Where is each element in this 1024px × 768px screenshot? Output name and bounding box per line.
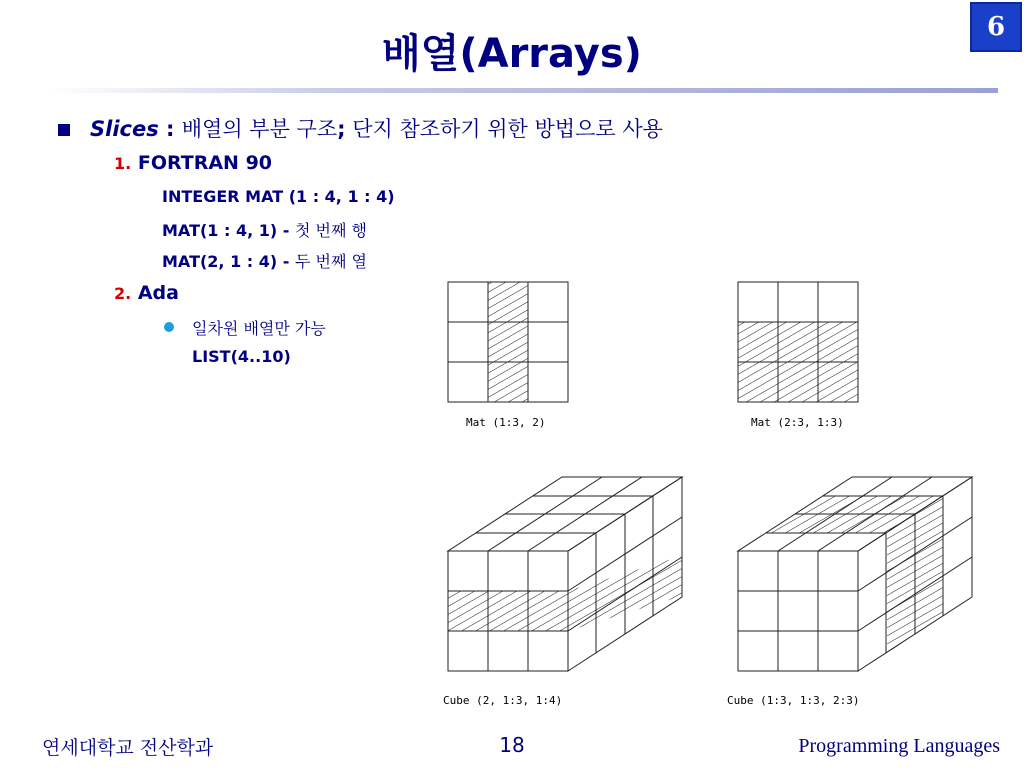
- matrix-grid-column-slice: [448, 282, 568, 402]
- item-number: 1.: [114, 154, 132, 173]
- code-note: 두 번째 열: [294, 252, 367, 271]
- slices-term: Slices: [90, 117, 159, 141]
- fortran-declaration: INTEGER MAT (1 : 4, 1 : 4): [162, 187, 395, 206]
- figure-caption: Cube (1:3, 1:3, 2:3): [727, 694, 860, 707]
- item-label: Ada: [137, 282, 179, 304]
- slices-semicolon: ;: [337, 117, 346, 141]
- code-text: MAT(2, 1 : 4) -: [162, 252, 295, 271]
- cube-slice-vertical: [738, 477, 972, 671]
- ada-note: 일차원 배열만 가능: [192, 319, 326, 338]
- figure-caption: Mat (1:3, 2): [466, 416, 546, 429]
- figure-caption: Mat (2:3, 1:3): [751, 416, 844, 429]
- code-text: MAT(1 : 4, 1) -: [162, 221, 295, 240]
- code-note: 첫 번째 행: [294, 221, 367, 240]
- slide-number-badge: 6: [970, 2, 1022, 52]
- page-title: 배열(Arrays): [382, 31, 642, 77]
- item-number: 2.: [114, 284, 132, 303]
- slices-definition: 배열의 부분 구조: [181, 117, 338, 141]
- item-label: FORTRAN 90: [137, 152, 273, 174]
- page-number: 18: [499, 733, 525, 757]
- footer-course: Programming Languages: [798, 735, 1000, 757]
- figure-caption: Cube (2, 1:3, 1:4): [443, 694, 563, 707]
- cube-slice-horizontal: [448, 477, 682, 671]
- footer-organization: 연세대학교 전산학과: [42, 737, 214, 759]
- slices-purpose: 단지 참조하기 위한 방법으로 사용: [345, 117, 663, 141]
- ada-code: LIST(4..10): [192, 347, 291, 366]
- matrix-grid-row-slice: [738, 282, 858, 402]
- slices-separator: :: [158, 117, 182, 141]
